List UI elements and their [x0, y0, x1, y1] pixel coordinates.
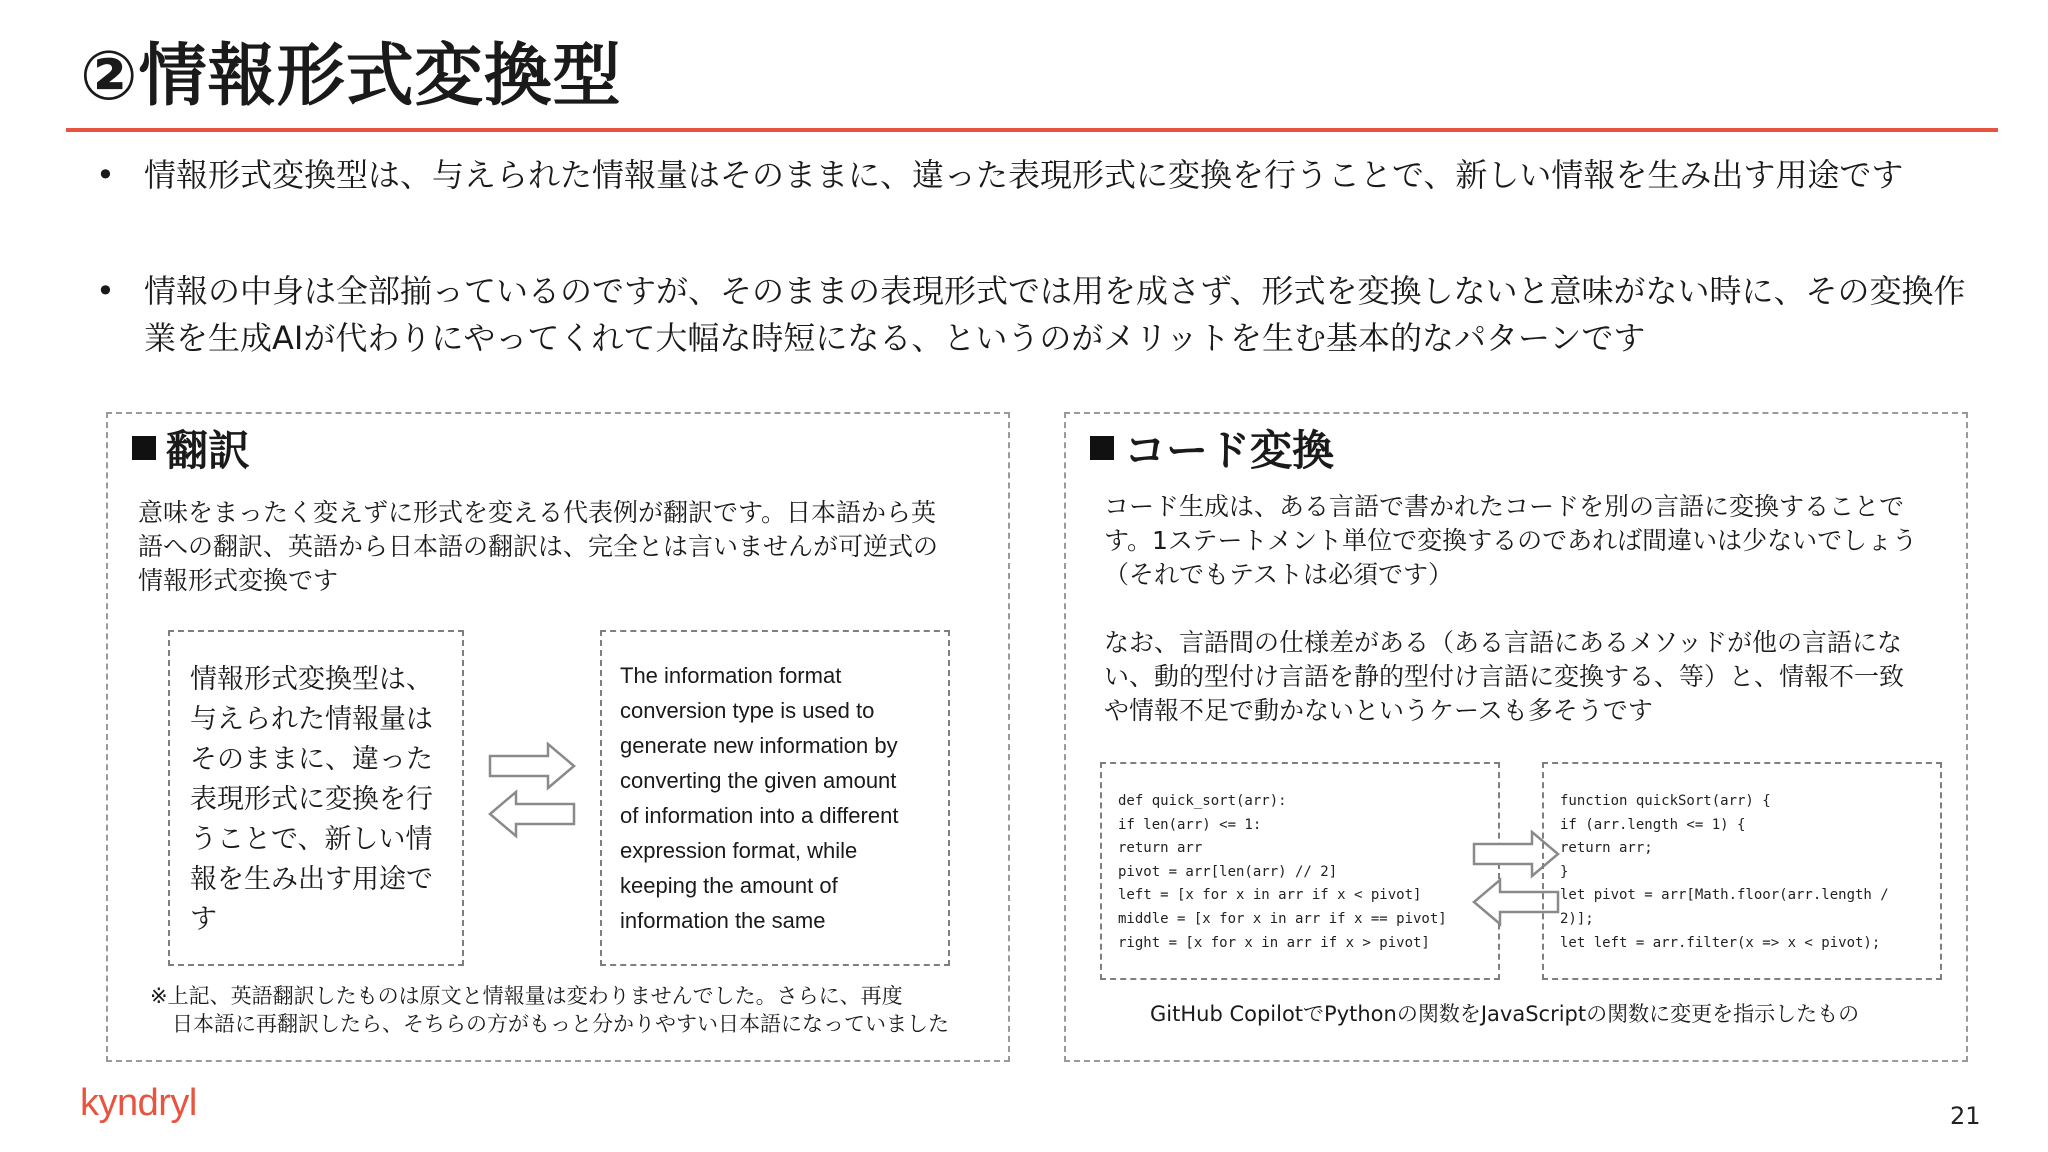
code-line: pivot = arr[len(arr) // 2]	[1118, 863, 1338, 880]
code-line: return arr	[1118, 840, 1203, 857]
translation-heading-text: 翻訳	[166, 426, 251, 475]
bullet-dot-icon: •	[96, 156, 115, 194]
japanese-sample-line: 報を生み出す用途で	[190, 864, 433, 895]
english-sample-line: keeping the amount of	[620, 873, 838, 898]
code-conversion-caption: GitHub CopilotでPythonの関数をJavaScriptの関数に変更を指示したもの	[1150, 1002, 1860, 1026]
code-line: if len(arr) <= 1:	[1118, 816, 1262, 833]
code-conversion-description: コード生成は、ある言語で書かれたコードを別の言語に変換することです。1ステートメント単位で変換するのであれば間違いは少ないでしょう（それでもテストは必須です）	[1104, 492, 1918, 589]
page-number: 21	[1950, 1102, 1981, 1130]
black-square-icon	[1090, 436, 1114, 460]
code-line: 2)];	[1560, 910, 1594, 927]
translation-arrows	[488, 742, 578, 840]
bullet-dot-icon: •	[96, 272, 115, 310]
japanese-sample-line: うことで、新しい情	[190, 824, 433, 855]
left-arrow-icon	[490, 792, 574, 836]
bullet-item	[96, 268, 1976, 364]
english-sample-line: expression format, while	[620, 838, 858, 863]
english-sample-line: information the same	[620, 908, 826, 933]
code-line: return arr;	[1560, 840, 1653, 857]
english-sample-line: The information format	[620, 663, 842, 688]
bullet-text: 情報の中身は全部揃っているのですが、そのままの表現形式では用を成さず、形式を変換しないと意味がない時に、その変換作業を生成AIが代わりにやってくれて大幅な時短になる、というのがメリットを生む基本的なパターンです	[144, 272, 1966, 357]
japanese-sample-line: す	[190, 904, 217, 935]
code-line: middle = [x for x in arr if x == pivot]	[1118, 910, 1447, 927]
english-sample-line: generate new information by	[620, 733, 898, 758]
english-sample-line: converting the given amount	[620, 768, 897, 793]
title-underline	[66, 128, 1998, 132]
english-sample-box	[600, 630, 950, 966]
bullet-text: 情報形式変換型は、与えられた情報量はそのままに、違った表現形式に変換を行うことで、新しい情報を生み出す用途です	[144, 156, 1904, 194]
code-conversion-heading-text: コード変換	[1124, 426, 1335, 475]
japanese-sample-line: 情報形式変換型は、	[190, 664, 433, 695]
right-arrow-icon	[490, 744, 574, 788]
javascript-code-box	[1542, 762, 1942, 980]
bullet-item	[96, 152, 1976, 248]
code-line: if (arr.length <= 1) {	[1560, 816, 1746, 833]
slide-title: ②情報形式変換型	[80, 37, 622, 116]
code-line: let pivot = arr[Math.floor(arr.length /	[1560, 887, 1889, 904]
japanese-sample-line: 与えられた情報量は	[190, 704, 433, 735]
translation-heading	[132, 418, 250, 478]
code-line: }	[1560, 863, 1569, 880]
translation-note-line: ※上記、英語翻訳したものは原文と情報量は変わりませんでした。さらに、再度	[150, 984, 903, 1008]
translation-note	[150, 982, 1000, 1038]
translation-note-line: 日本語に再翻訳したら、そちらの方がもっと分かりやすい日本語になっていました	[172, 1012, 949, 1036]
python-code-box	[1100, 762, 1500, 980]
japanese-sample-line: 表現形式に変換を行	[190, 784, 433, 815]
code-conversion-caveat: なお、言語間の仕様差がある（ある言語にあるメソッドが他の言語にない、動的型付け言語を静的型付け言語に変換する、等）と、情報不一致や情報不足で動かないというケースも多そうです	[1104, 628, 1905, 725]
code-line: let left = arr.filter(x => x < pivot);	[1560, 934, 1881, 951]
code-line: left = [x for x in arr if x < pivot]	[1118, 887, 1422, 904]
code-conversion-heading	[1090, 418, 1334, 478]
black-square-icon	[132, 436, 156, 460]
code-line: right = [x for x in arr if x > pivot]	[1118, 934, 1430, 951]
japanese-sample-line: そのままに、違った	[190, 744, 433, 775]
english-sample-line: of information into a different	[620, 803, 899, 828]
translation-description: 意味をまったく変えずに形式を変える代表例が翻訳です。日本語から英語への翻訳、英語から日本語の翻訳は、完全とは言いませんが可逆式の情報形式変換です	[138, 498, 939, 595]
code-line: function quickSort(arr) {	[1560, 793, 1771, 809]
kyndryl-logo: kyndryl	[80, 1082, 197, 1124]
code-line: def quick_sort(arr):	[1118, 793, 1287, 809]
japanese-sample-box	[168, 630, 464, 966]
english-sample-line: conversion type is used to	[620, 698, 875, 723]
